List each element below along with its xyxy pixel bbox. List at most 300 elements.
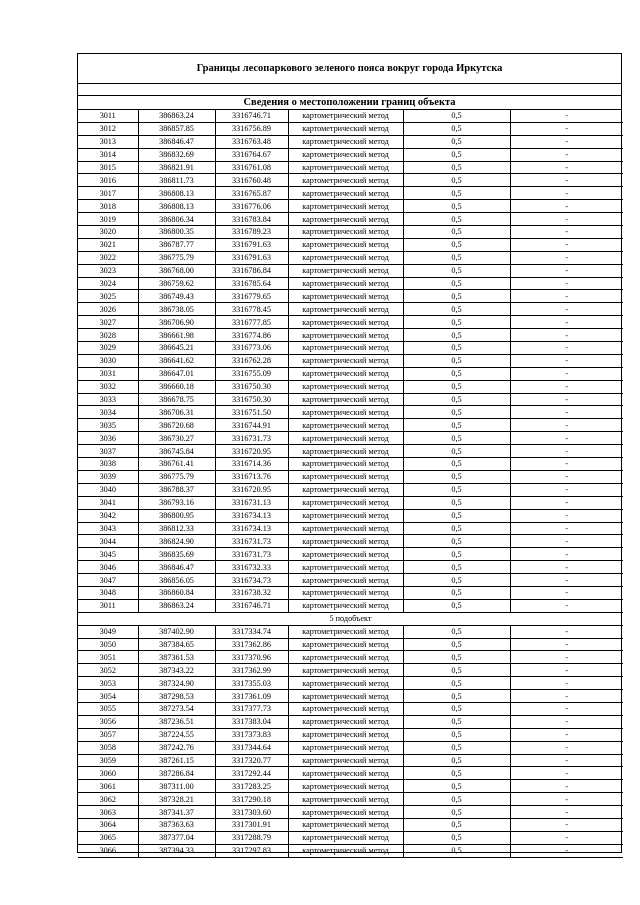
description-cell: -	[510, 174, 623, 187]
x-coordinate-cell: 386824.90	[138, 535, 215, 548]
accuracy-cell: 0,5	[403, 806, 510, 819]
y-coordinate-cell: 3316765.87	[215, 187, 288, 200]
description-cell: -	[510, 342, 623, 355]
method-cell: картометрический метод	[288, 574, 403, 587]
point-number-cell: 3023	[78, 264, 138, 277]
method-cell: картометрический метод	[288, 638, 403, 651]
y-coordinate-cell: 3316744.91	[215, 419, 288, 432]
table-row	[78, 677, 623, 690]
point-number-cell: 3011	[78, 599, 138, 612]
x-coordinate-cell: 386788.37	[138, 483, 215, 496]
table-row	[78, 226, 623, 239]
y-coordinate-cell: 3316786.84	[215, 264, 288, 277]
y-coordinate-cell: 3317283.25	[215, 780, 288, 793]
description-cell: -	[510, 728, 623, 741]
method-cell: картометрический метод	[288, 329, 403, 342]
point-number-cell: 3030	[78, 354, 138, 367]
point-number-cell: 3050	[78, 638, 138, 651]
x-coordinate-cell: 387394.33	[138, 844, 215, 857]
point-number-cell: 3027	[78, 316, 138, 329]
x-coordinate-cell: 386720.68	[138, 419, 215, 432]
point-number-cell: 3055	[78, 702, 138, 715]
description-cell: -	[510, 264, 623, 277]
method-cell: картометрический метод	[288, 354, 403, 367]
accuracy-cell: 0,5	[403, 690, 510, 703]
accuracy-cell: 0,5	[403, 342, 510, 355]
description-cell: -	[510, 161, 623, 174]
method-cell: картометрический метод	[288, 251, 403, 264]
method-cell: картометрический метод	[288, 767, 403, 780]
table-row	[78, 586, 623, 599]
y-coordinate-cell: 3316731.13	[215, 496, 288, 509]
method-cell: картометрический метод	[288, 393, 403, 406]
method-cell: картометрический метод	[288, 187, 403, 200]
point-number-cell: 3047	[78, 574, 138, 587]
description-cell: -	[510, 419, 623, 432]
x-coordinate-cell: 386793.16	[138, 496, 215, 509]
description-cell: -	[510, 586, 623, 599]
accuracy-cell: 0,5	[403, 677, 510, 690]
y-coordinate-cell: 3317373.83	[215, 728, 288, 741]
accuracy-cell: 0,5	[403, 354, 510, 367]
accuracy-cell: 0,5	[403, 664, 510, 677]
accuracy-cell: 0,5	[403, 586, 510, 599]
accuracy-cell: 0,5	[403, 831, 510, 844]
table-row	[78, 767, 623, 780]
table-row	[78, 329, 623, 342]
method-cell: картометрический метод	[288, 342, 403, 355]
table-row	[78, 303, 623, 316]
accuracy-cell: 0,5	[403, 432, 510, 445]
y-coordinate-cell: 3316731.73	[215, 432, 288, 445]
y-coordinate-cell: 3316714.36	[215, 458, 288, 471]
method-cell: картометрический метод	[288, 793, 403, 806]
accuracy-cell: 0,5	[403, 161, 510, 174]
point-number-cell: 3061	[78, 780, 138, 793]
table-row	[78, 780, 623, 793]
accuracy-cell: 0,5	[403, 380, 510, 393]
description-cell: -	[510, 638, 623, 651]
accuracy-cell: 0,5	[403, 651, 510, 664]
table-row	[78, 148, 623, 161]
x-coordinate-cell: 387328.21	[138, 793, 215, 806]
accuracy-cell: 0,5	[403, 303, 510, 316]
description-cell: -	[510, 303, 623, 316]
point-number-cell: 3049	[78, 625, 138, 638]
table-row	[78, 238, 623, 251]
method-cell: картометрический метод	[288, 664, 403, 677]
y-coordinate-cell: 3316751.50	[215, 406, 288, 419]
table-row	[78, 419, 623, 432]
x-coordinate-cell: 386832.69	[138, 148, 215, 161]
accuracy-cell: 0,5	[403, 458, 510, 471]
description-cell: -	[510, 664, 623, 677]
accuracy-cell: 0,5	[403, 574, 510, 587]
y-coordinate-cell: 3316713.76	[215, 470, 288, 483]
table-row	[78, 754, 623, 767]
y-coordinate-cell: 3317361.09	[215, 690, 288, 703]
table-row	[78, 728, 623, 741]
point-number-cell: 3038	[78, 458, 138, 471]
table-row	[78, 393, 623, 406]
table-row	[78, 496, 623, 509]
point-number-cell: 3018	[78, 200, 138, 213]
table-row	[78, 806, 623, 819]
description-cell: -	[510, 110, 623, 122]
table-row	[78, 380, 623, 393]
method-cell: картометрический метод	[288, 818, 403, 831]
description-cell: -	[510, 148, 623, 161]
method-cell: картометрический метод	[288, 586, 403, 599]
x-coordinate-cell: 386678.75	[138, 393, 215, 406]
x-coordinate-cell: 386800.35	[138, 226, 215, 239]
description-cell: -	[510, 702, 623, 715]
description-cell: -	[510, 561, 623, 574]
point-number-cell: 3033	[78, 393, 138, 406]
x-coordinate-cell: 387298.53	[138, 690, 215, 703]
method-cell: картометрический метод	[288, 599, 403, 612]
accuracy-cell: 0,5	[403, 277, 510, 290]
accuracy-cell: 0,5	[403, 316, 510, 329]
method-cell: картометрический метод	[288, 728, 403, 741]
method-cell: картометрический метод	[288, 470, 403, 483]
x-coordinate-cell: 386846.47	[138, 561, 215, 574]
accuracy-cell: 0,5	[403, 213, 510, 226]
description-cell: -	[510, 599, 623, 612]
description-cell: -	[510, 509, 623, 522]
table-row	[78, 741, 623, 754]
x-coordinate-cell: 386730.27	[138, 432, 215, 445]
x-coordinate-cell: 386860.84	[138, 586, 215, 599]
y-coordinate-cell: 3317370.96	[215, 651, 288, 664]
description-cell: -	[510, 277, 623, 290]
point-number-cell: 3017	[78, 187, 138, 200]
y-coordinate-cell: 3316777.85	[215, 316, 288, 329]
y-coordinate-cell: 3316732.33	[215, 561, 288, 574]
point-number-cell: 3019	[78, 213, 138, 226]
table-row	[78, 793, 623, 806]
point-number-cell: 3045	[78, 548, 138, 561]
description-cell: -	[510, 535, 623, 548]
accuracy-cell: 0,5	[403, 561, 510, 574]
accuracy-cell: 0,5	[403, 548, 510, 561]
table-row	[78, 574, 623, 587]
table-row	[78, 213, 623, 226]
table-row	[78, 367, 623, 380]
table-row	[78, 561, 623, 574]
table-row	[78, 406, 623, 419]
method-cell: картометрический метод	[288, 844, 403, 857]
method-cell: картометрический метод	[288, 780, 403, 793]
accuracy-cell: 0,5	[403, 780, 510, 793]
method-cell: картометрический метод	[288, 690, 403, 703]
method-cell: картометрический метод	[288, 432, 403, 445]
accuracy-cell: 0,5	[403, 290, 510, 303]
description-cell: -	[510, 226, 623, 239]
y-coordinate-cell: 3316731.73	[215, 548, 288, 561]
method-cell: картометрический метод	[288, 122, 403, 135]
point-number-cell: 3014	[78, 148, 138, 161]
point-number-cell: 3029	[78, 342, 138, 355]
point-number-cell: 3060	[78, 767, 138, 780]
description-cell: -	[510, 651, 623, 664]
accuracy-cell: 0,5	[403, 122, 510, 135]
method-cell: картометрический метод	[288, 135, 403, 148]
x-coordinate-cell: 387311.00	[138, 780, 215, 793]
point-number-cell: 3048	[78, 586, 138, 599]
accuracy-cell: 0,5	[403, 535, 510, 548]
y-coordinate-cell: 3317320.77	[215, 754, 288, 767]
table-row	[78, 290, 623, 303]
description-cell: -	[510, 380, 623, 393]
x-coordinate-cell: 386808.13	[138, 187, 215, 200]
table-row	[78, 638, 623, 651]
accuracy-cell: 0,5	[403, 393, 510, 406]
description-cell: -	[510, 818, 623, 831]
y-coordinate-cell: 3316779.65	[215, 290, 288, 303]
table-row	[78, 831, 623, 844]
description-cell: -	[510, 354, 623, 367]
description-cell: -	[510, 393, 623, 406]
method-cell: картометрический метод	[288, 535, 403, 548]
subobject-header-row	[78, 612, 623, 625]
x-coordinate-cell: 387261.15	[138, 754, 215, 767]
point-number-cell: 3064	[78, 818, 138, 831]
table-row	[78, 535, 623, 548]
table-row	[78, 200, 623, 213]
x-coordinate-cell: 386660.18	[138, 380, 215, 393]
table-row	[78, 625, 623, 638]
accuracy-cell: 0,5	[403, 367, 510, 380]
y-coordinate-cell: 3317292.44	[215, 767, 288, 780]
x-coordinate-cell: 386775.79	[138, 470, 215, 483]
x-coordinate-cell: 386775.79	[138, 251, 215, 264]
x-coordinate-cell: 386835.69	[138, 548, 215, 561]
y-coordinate-cell: 3316720.95	[215, 483, 288, 496]
description-cell: -	[510, 238, 623, 251]
description-cell: -	[510, 625, 623, 638]
method-cell: картометрический метод	[288, 509, 403, 522]
x-coordinate-cell: 386738.05	[138, 303, 215, 316]
point-number-cell: 3066	[78, 844, 138, 857]
description-cell: -	[510, 483, 623, 496]
y-coordinate-cell: 3316763.48	[215, 135, 288, 148]
accuracy-cell: 0,5	[403, 187, 510, 200]
method-cell: картометрический метод	[288, 213, 403, 226]
description-cell: -	[510, 793, 623, 806]
method-cell: картометрический метод	[288, 806, 403, 819]
y-coordinate-cell: 3316791.63	[215, 251, 288, 264]
point-number-cell: 3020	[78, 226, 138, 239]
blank-row	[78, 84, 621, 96]
point-number-cell: 3016	[78, 174, 138, 187]
description-cell: -	[510, 432, 623, 445]
y-coordinate-cell: 3316731.73	[215, 535, 288, 548]
accuracy-cell: 0,5	[403, 148, 510, 161]
method-cell: картометрический метод	[288, 625, 403, 638]
point-number-cell: 3062	[78, 793, 138, 806]
y-coordinate-cell: 3317362.86	[215, 638, 288, 651]
accuracy-cell: 0,5	[403, 715, 510, 728]
x-coordinate-cell: 387363.63	[138, 818, 215, 831]
x-coordinate-cell: 386863.24	[138, 110, 215, 122]
point-number-cell: 3013	[78, 135, 138, 148]
table-row	[78, 844, 623, 857]
method-cell: картометрический метод	[288, 715, 403, 728]
method-cell: картометрический метод	[288, 741, 403, 754]
y-coordinate-cell: 3316738.32	[215, 586, 288, 599]
y-coordinate-cell: 3317297.83	[215, 844, 288, 857]
point-number-cell: 3044	[78, 535, 138, 548]
point-number-cell: 3037	[78, 445, 138, 458]
point-number-cell: 3025	[78, 290, 138, 303]
accuracy-cell: 0,5	[403, 793, 510, 806]
accuracy-cell: 0,5	[403, 702, 510, 715]
description-cell: -	[510, 496, 623, 509]
method-cell: картометрический метод	[288, 754, 403, 767]
method-cell: картометрический метод	[288, 290, 403, 303]
method-cell: картометрический метод	[288, 367, 403, 380]
x-coordinate-cell: 387286.84	[138, 767, 215, 780]
table-row	[78, 664, 623, 677]
description-cell: -	[510, 831, 623, 844]
accuracy-cell: 0,5	[403, 251, 510, 264]
method-cell: картометрический метод	[288, 238, 403, 251]
table-row	[78, 251, 623, 264]
point-number-cell: 3059	[78, 754, 138, 767]
point-number-cell: 3034	[78, 406, 138, 419]
point-number-cell: 3035	[78, 419, 138, 432]
accuracy-cell: 0,5	[403, 741, 510, 754]
y-coordinate-cell: 3316761.08	[215, 161, 288, 174]
point-number-cell: 3036	[78, 432, 138, 445]
y-coordinate-cell: 3316734.73	[215, 574, 288, 587]
y-coordinate-cell: 3316773.06	[215, 342, 288, 355]
x-coordinate-cell: 386821.91	[138, 161, 215, 174]
method-cell: картометрический метод	[288, 174, 403, 187]
x-coordinate-cell: 386706.31	[138, 406, 215, 419]
description-cell: -	[510, 213, 623, 226]
point-number-cell: 3031	[78, 367, 138, 380]
method-cell: картометрический метод	[288, 264, 403, 277]
y-coordinate-cell: 3316720.95	[215, 445, 288, 458]
table-row	[78, 135, 623, 148]
description-cell: -	[510, 780, 623, 793]
x-coordinate-cell: 386759.62	[138, 277, 215, 290]
accuracy-cell: 0,5	[403, 135, 510, 148]
table-row	[78, 432, 623, 445]
y-coordinate-cell: 3317383.04	[215, 715, 288, 728]
y-coordinate-cell: 3316778.45	[215, 303, 288, 316]
x-coordinate-cell: 386806.34	[138, 213, 215, 226]
accuracy-cell: 0,5	[403, 406, 510, 419]
x-coordinate-cell: 387324.90	[138, 677, 215, 690]
accuracy-cell: 0,5	[403, 329, 510, 342]
accuracy-cell: 0,5	[403, 226, 510, 239]
accuracy-cell: 0,5	[403, 599, 510, 612]
description-cell: -	[510, 574, 623, 587]
y-coordinate-cell: 3317355.03	[215, 677, 288, 690]
x-coordinate-cell: 386787.77	[138, 238, 215, 251]
y-coordinate-cell: 3316755.09	[215, 367, 288, 380]
x-coordinate-cell: 386846.47	[138, 135, 215, 148]
y-coordinate-cell: 3317290.18	[215, 793, 288, 806]
x-coordinate-cell: 386857.85	[138, 122, 215, 135]
accuracy-cell: 0,5	[403, 174, 510, 187]
table-row	[78, 458, 623, 471]
description-cell: -	[510, 806, 623, 819]
y-coordinate-cell: 3317303.60	[215, 806, 288, 819]
x-coordinate-cell: 386647.01	[138, 367, 215, 380]
table-row	[78, 174, 623, 187]
method-cell: картометрический метод	[288, 522, 403, 535]
method-cell: картометрический метод	[288, 496, 403, 509]
point-number-cell: 3043	[78, 522, 138, 535]
point-number-cell: 3032	[78, 380, 138, 393]
table-row	[78, 445, 623, 458]
accuracy-cell: 0,5	[403, 200, 510, 213]
point-number-cell: 3051	[78, 651, 138, 664]
point-number-cell: 3026	[78, 303, 138, 316]
x-coordinate-cell: 386749.43	[138, 290, 215, 303]
x-coordinate-cell: 387242.76	[138, 741, 215, 754]
accuracy-cell: 0,5	[403, 445, 510, 458]
description-cell: -	[510, 522, 623, 535]
y-coordinate-cell: 3316746.71	[215, 110, 288, 122]
description-cell: -	[510, 251, 623, 264]
y-coordinate-cell: 3316756.89	[215, 122, 288, 135]
point-number-cell: 3028	[78, 329, 138, 342]
accuracy-cell: 0,5	[403, 844, 510, 857]
method-cell: картометрический метод	[288, 200, 403, 213]
y-coordinate-cell: 3316789.23	[215, 226, 288, 239]
table-row	[78, 690, 623, 703]
accuracy-cell: 0,5	[403, 419, 510, 432]
y-coordinate-cell: 3317362.99	[215, 664, 288, 677]
description-cell: -	[510, 458, 623, 471]
point-number-cell: 3041	[78, 496, 138, 509]
point-number-cell: 3052	[78, 664, 138, 677]
description-cell: -	[510, 715, 623, 728]
y-coordinate-cell: 3316764.67	[215, 148, 288, 161]
x-coordinate-cell: 387402.90	[138, 625, 215, 638]
y-coordinate-cell: 3316734.13	[215, 509, 288, 522]
y-coordinate-cell: 3316750.30	[215, 380, 288, 393]
x-coordinate-cell: 387273.54	[138, 702, 215, 715]
table-row	[78, 548, 623, 561]
x-coordinate-cell: 387384.65	[138, 638, 215, 651]
document-title: Границы лесопаркового зеленого пояса вокруг города Иркутска	[78, 54, 621, 84]
description-cell: -	[510, 690, 623, 703]
table-row	[78, 715, 623, 728]
method-cell: картометрический метод	[288, 303, 403, 316]
point-number-cell: 3022	[78, 251, 138, 264]
description-cell: -	[510, 316, 623, 329]
method-cell: картометрический метод	[288, 148, 403, 161]
coordinates-table	[78, 110, 623, 858]
method-cell: картометрический метод	[288, 380, 403, 393]
point-number-cell: 3011	[78, 110, 138, 122]
y-coordinate-cell: 3317377.73	[215, 702, 288, 715]
description-cell: -	[510, 677, 623, 690]
y-coordinate-cell: 3316791.63	[215, 238, 288, 251]
description-cell: -	[510, 445, 623, 458]
table-row	[78, 818, 623, 831]
description-cell: -	[510, 135, 623, 148]
x-coordinate-cell: 386641.62	[138, 354, 215, 367]
point-number-cell: 3065	[78, 831, 138, 844]
y-coordinate-cell: 3316774.86	[215, 329, 288, 342]
